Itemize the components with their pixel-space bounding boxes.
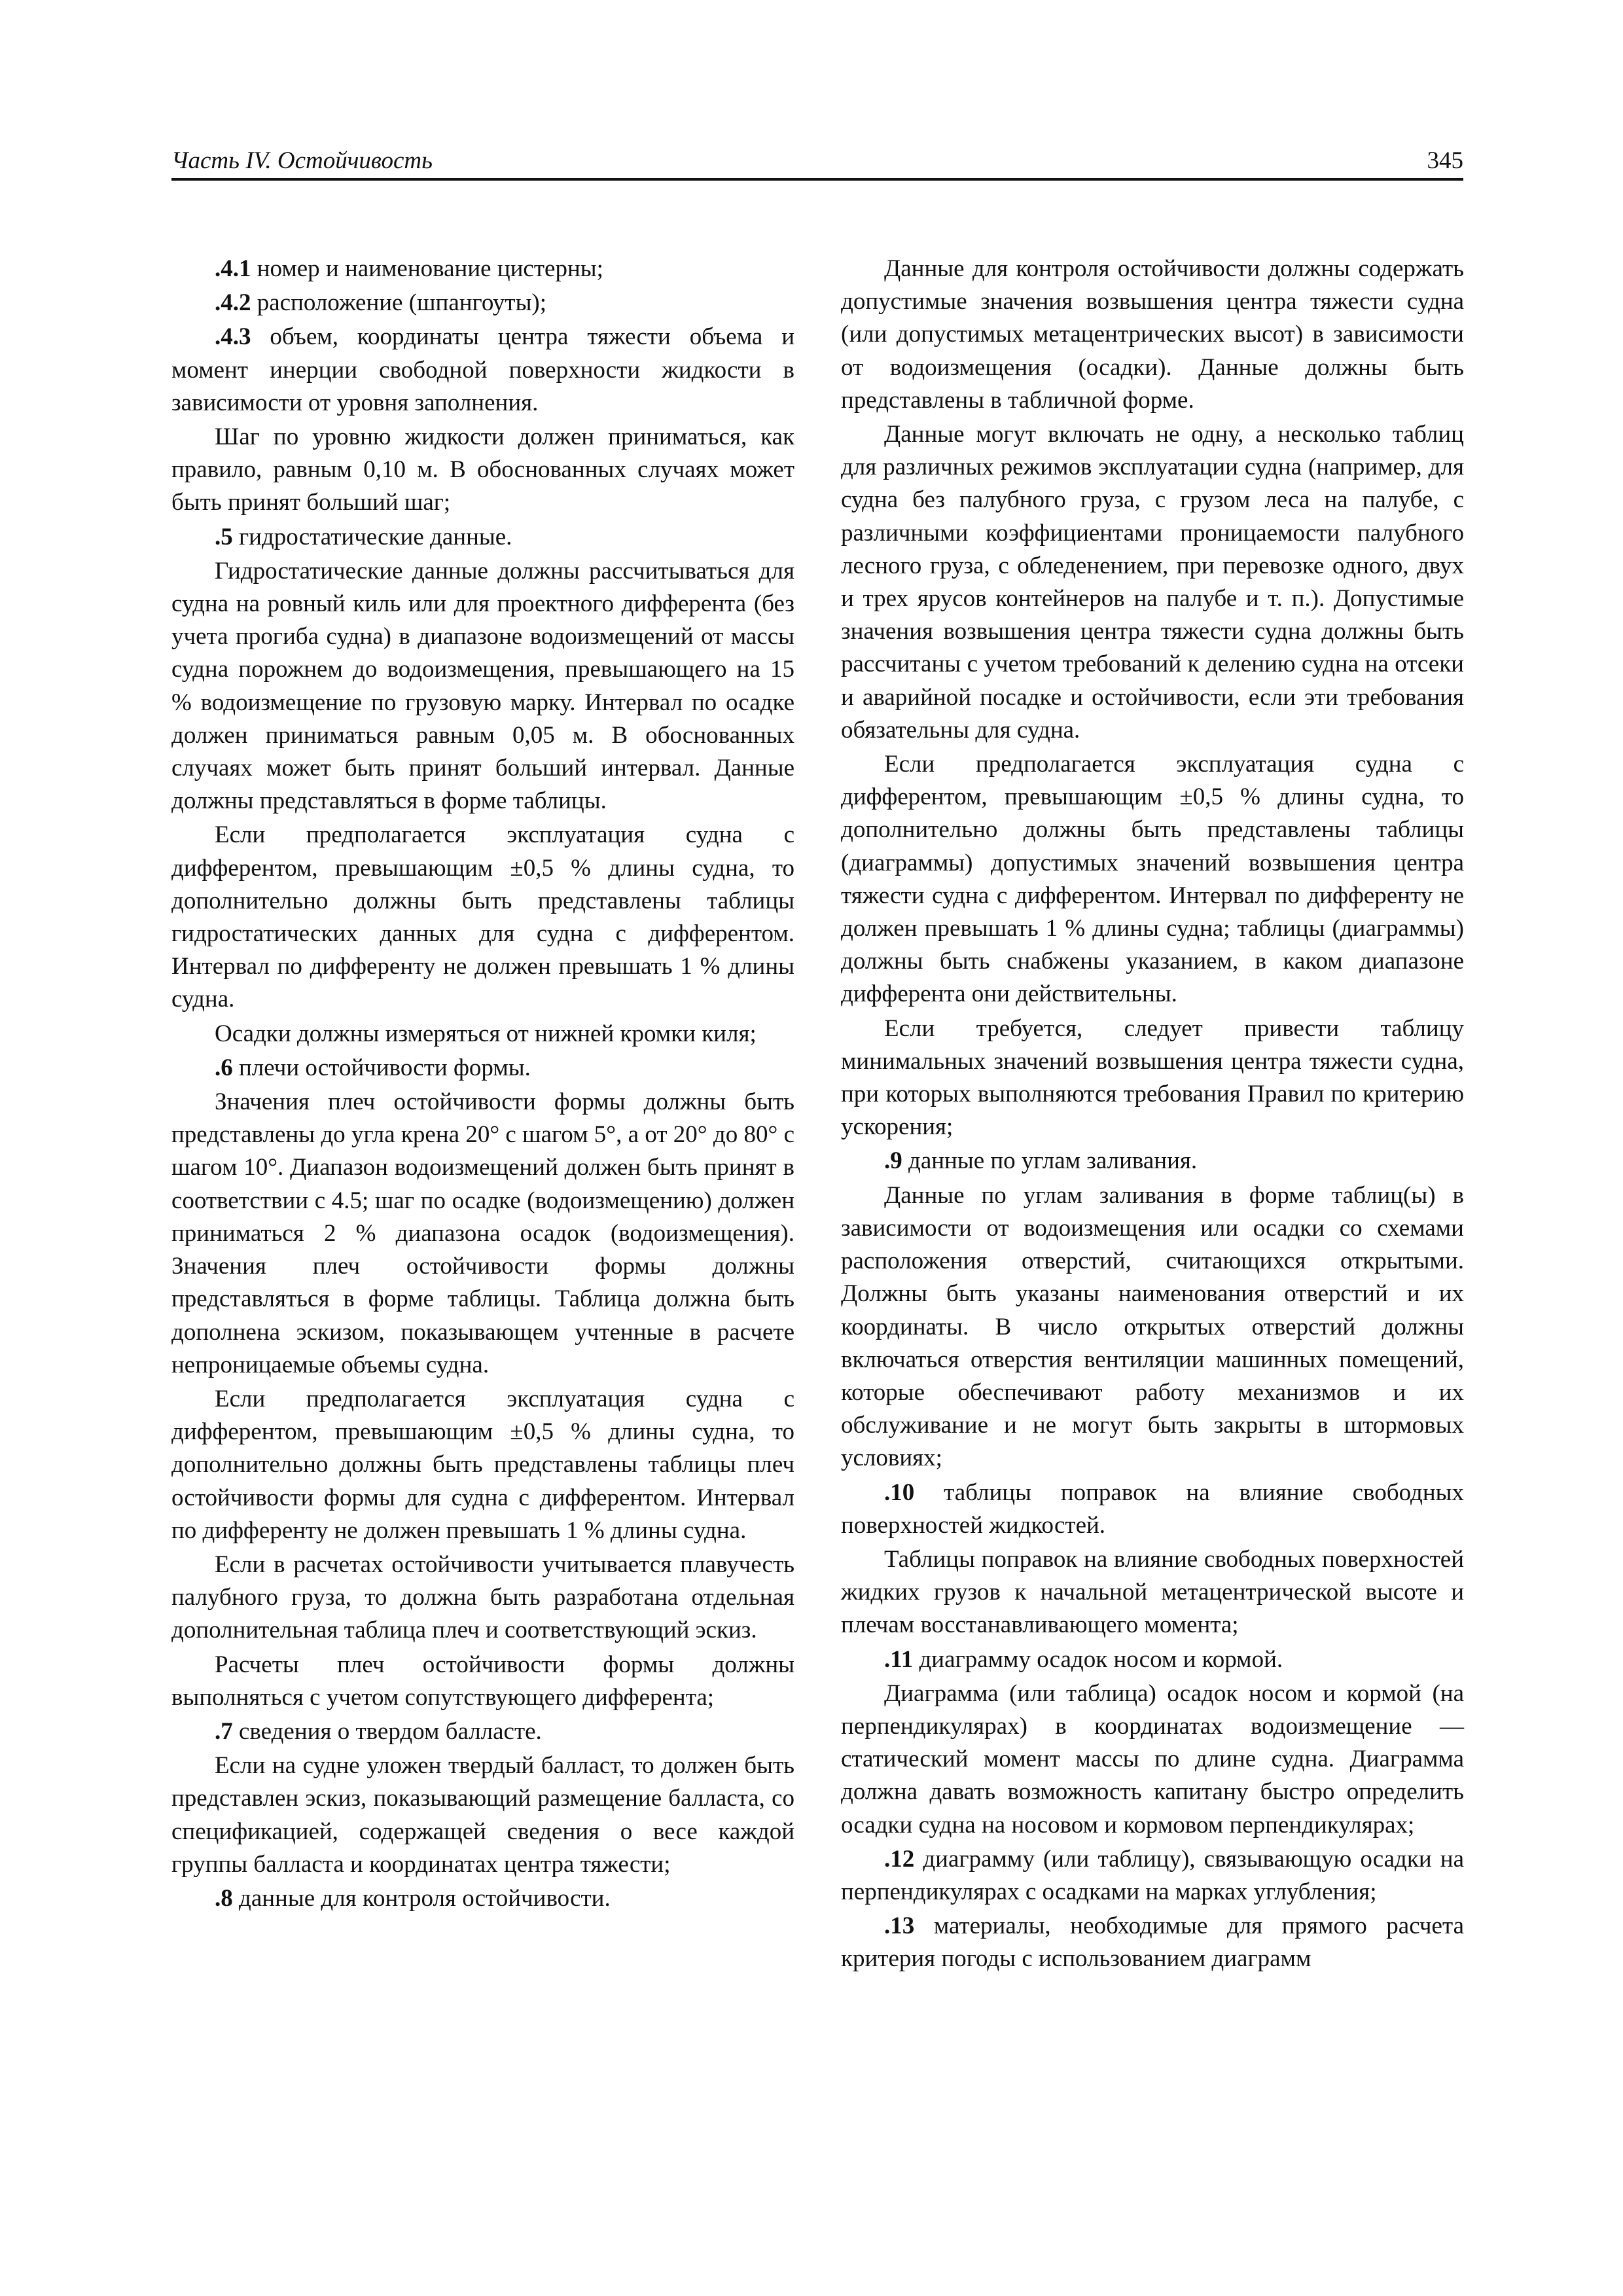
paragraph xyxy=(841,1543,1464,1642)
paragraph-text: таблицы поправок на влияние свободных поверхностей жидкостей. xyxy=(841,1479,1464,1539)
paragraph-text: Таблицы поправок на влияние свободных поверхностей жидких грузов к начальной метацентрической высоте и плечам восстанавливающего момента; xyxy=(841,1545,1464,1639)
paragraph xyxy=(841,1013,1464,1144)
paragraph xyxy=(171,1383,794,1547)
paragraph-text: расположение (шпангоуты); xyxy=(251,289,547,317)
paragraph xyxy=(171,1086,794,1382)
paragraph-text: Если предполагается эксплуатация судна с дифферентом, превышающим ±0,5 % длины судна, то дополнительно должны быть представлены таблицы гидростатических данных для судна с дифферентом. Интервал по дифференту не должен превышать 1 % длины судна. xyxy=(171,821,794,1013)
paragraph-text: плечи остойчивости формы. xyxy=(232,1054,531,1081)
paragraph-text: Если требуется, следует привести таблицу минимальных значений возвышения центра тяжести судна, при которых выполняются требования Правил по критерию ускорения; xyxy=(841,1014,1464,1141)
item-number: .4.2 xyxy=(215,289,251,317)
paragraph-text: сведения о твердом балласте. xyxy=(232,1717,542,1745)
paragraph xyxy=(841,1179,1464,1475)
paragraph xyxy=(171,421,794,520)
paragraph-text: Диаграмма (или таблица) осадок носом и кормой (на перпендикулярах) в координатах водоизмещение — статический момент массы по длине судна. Диаграмма должна давать возможность капитану быстро определить осадки судна на носовом и кормовом перпендикулярах; xyxy=(841,1679,1464,1839)
paragraph xyxy=(171,287,794,319)
paragraph xyxy=(841,1477,1464,1542)
paragraph-text: Шаг по уровню жидкости должен приниматься, как правило, равным 0,10 м. В обоснованных случаях может быть принят больший шаг; xyxy=(171,423,794,516)
paragraph-text: Если предполагается эксплуатация судна с дифферентом, превышающим ±0,5 % длины судна, то дополнительно должны быть представлены таблицы плеч остойчивости формы для судна с дифферентом. Интервал по дифференту не должен превышать 1 % длины судна. xyxy=(171,1385,794,1544)
page-number: 345 xyxy=(1427,147,1463,174)
running-title: Часть IV. Остойчивость xyxy=(171,147,433,174)
paragraph-text: материалы, необходимые для прямого расчета критерия погоды с использованием диаграмм xyxy=(841,1912,1464,1973)
paragraph-text: данные по углам заливания. xyxy=(902,1147,1198,1175)
paragraph xyxy=(841,418,1464,747)
paragraph-text: Данные по углам заливания в форме таблиц(ы) в зависимости от водоизмещения или осадки со схемами расположения отверстий, считающихся открытыми. Должны быть указаны наименования отверстий и их координаты. В число открытых отверстий должны включаться отверстия вентиляции машинных помещений, которые обеспечивают работу механизмов и их обслуживание и не могут быть закрыты в штормовых условиях; xyxy=(841,1181,1464,1472)
paragraph-text: Осадки должны измеряться от нижней кромки киля; xyxy=(215,1020,757,1047)
paragraph-text: диаграмму осадок носом и кормой. xyxy=(913,1645,1283,1673)
header-rule xyxy=(171,178,1463,181)
item-number: .11 xyxy=(884,1645,914,1673)
paragraph-text: Если предполагается эксплуатация судна с дифферентом, превышающим ±0,5 % длины судна, то дополнительно должны быть представлены таблицы (диаграммы) допустимых значений возвышения центра тяжести судна с дифферентом. Интервал по дифференту не должен превышать 1 % длины судна; таблицы (диаграммы) должны быть снабжены указанием, в каком диапазоне дифферента они действительны. xyxy=(841,751,1464,1008)
paragraph xyxy=(171,819,794,1016)
item-number: .6 xyxy=(215,1054,233,1081)
paragraph-text: Гидростатические данные должны рассчитываться для судна на ровный киль или для проектного дифферента (без учета прогиба судна) в диапазоне водоизмещений от массы судна порожнем до водоизмещения, превышающего на 15 % водоизмещение по грузовую марку. Интервал по осадке должен приниматься равным 0,05 м. В обоснованных случаях может быть принят больший интервал. Данные должны представляться в форме таблицы. xyxy=(171,557,794,815)
left-column xyxy=(171,253,794,1916)
paragraph xyxy=(841,1677,1464,1842)
paragraph-text: Если в расчетах остойчивости учитывается плавучесть палубного груза, то должна быть разработана отдельная дополнительная таблица плеч и соответствующий эскиз. xyxy=(171,1551,794,1644)
paragraph xyxy=(841,748,1464,1011)
paragraph-text: объем, координаты центра тяжести объема и момент инерции свободной поверхности жидкости в зависимости от уровня заполнения. xyxy=(171,323,794,416)
right-column xyxy=(841,253,1464,1977)
paragraph-text: диаграмму (или таблицу), связывающую осадки на перпендикулярах с осадками на марках углубления; xyxy=(841,1845,1464,1905)
paragraph xyxy=(171,1549,794,1647)
paragraph xyxy=(171,1715,794,1748)
paragraph-text: номер и наименование цистерны; xyxy=(251,255,603,282)
item-number: .13 xyxy=(884,1912,915,1940)
item-number: .12 xyxy=(884,1845,915,1873)
paragraph-text: Значения плеч остойчивости формы должны быть представлены до угла крена 20° с шагом 5°, а от 20° до 80° с шагом 10°. Диапазон водоизмещений должен быть принят в соответствии с 4.5; шаг по осадке (водоизмещению) должен приниматься 2 % диапазона осадок (водоизмещения). Значения плеч остойчивости формы должны представляться в форме таблицы. Таблица должна быть дополнена эскизом, показывающем учтенные в расчете непроницаемые объемы судна. xyxy=(171,1088,794,1378)
paragraph xyxy=(841,1843,1464,1909)
paragraph-text: Если на судне уложен твердый балласт, то должен быть представлен эскиз, показывающий размещение балласта, со спецификацией, содержащей сведения о весе каждой группы балласта и координатах центра тяжести; xyxy=(171,1752,794,1878)
running-header xyxy=(171,143,1463,182)
item-number: .4.1 xyxy=(215,255,251,282)
paragraph-text: данные для контроля остойчивости. xyxy=(232,1884,611,1912)
paragraph xyxy=(171,555,794,818)
item-number: .8 xyxy=(215,1884,233,1912)
paragraph xyxy=(171,321,794,420)
item-number: .9 xyxy=(884,1147,902,1175)
paragraph-text: Расчеты плеч остойчивости формы должны выполняться с учетом сопутствующего дифферента; xyxy=(171,1651,794,1711)
paragraph-text: Данные могут включать не одну, а несколько таблиц для различных режимов эксплуатации судна (например, для судна без палубного груза, с грузом леса на палубе, с различными коэффициентами проницаемости палубного лесного груза, с обледенением, при перевозке одного, двух и трех ярусов контейнеров на палубе и т. п.). Допустимые значения возвышения центра тяжести судна должны быть рассчитаны с учетом требований к делению судна на отсеки и аварийной посадке и остойчивости, если эти требования обязательны для судна. xyxy=(841,421,1464,744)
paragraph xyxy=(171,1649,794,1714)
paragraph xyxy=(171,521,794,554)
paragraph xyxy=(171,1749,794,1881)
paragraph xyxy=(171,1018,794,1050)
paragraph xyxy=(841,253,1464,417)
paragraph xyxy=(171,253,794,285)
paragraph xyxy=(841,1145,1464,1177)
paragraph-text: Данные для контроля остойчивости должны содержать допустимые значения возвышения центра тяжести судна (или допустимых метацентрических высот) в зависимости от водоизмещения (осадки). Данные должны быть представлены в табличной форме. xyxy=(841,255,1464,414)
item-number: .10 xyxy=(884,1479,915,1506)
paragraph-text: гидростатические данные. xyxy=(232,523,512,550)
item-number: .7 xyxy=(215,1717,233,1745)
paragraph xyxy=(171,1052,794,1085)
item-number: .5 xyxy=(215,523,233,550)
paragraph xyxy=(171,1882,794,1915)
paragraph xyxy=(841,1910,1464,1975)
paragraph xyxy=(841,1643,1464,1676)
item-number: .4.3 xyxy=(215,323,251,351)
